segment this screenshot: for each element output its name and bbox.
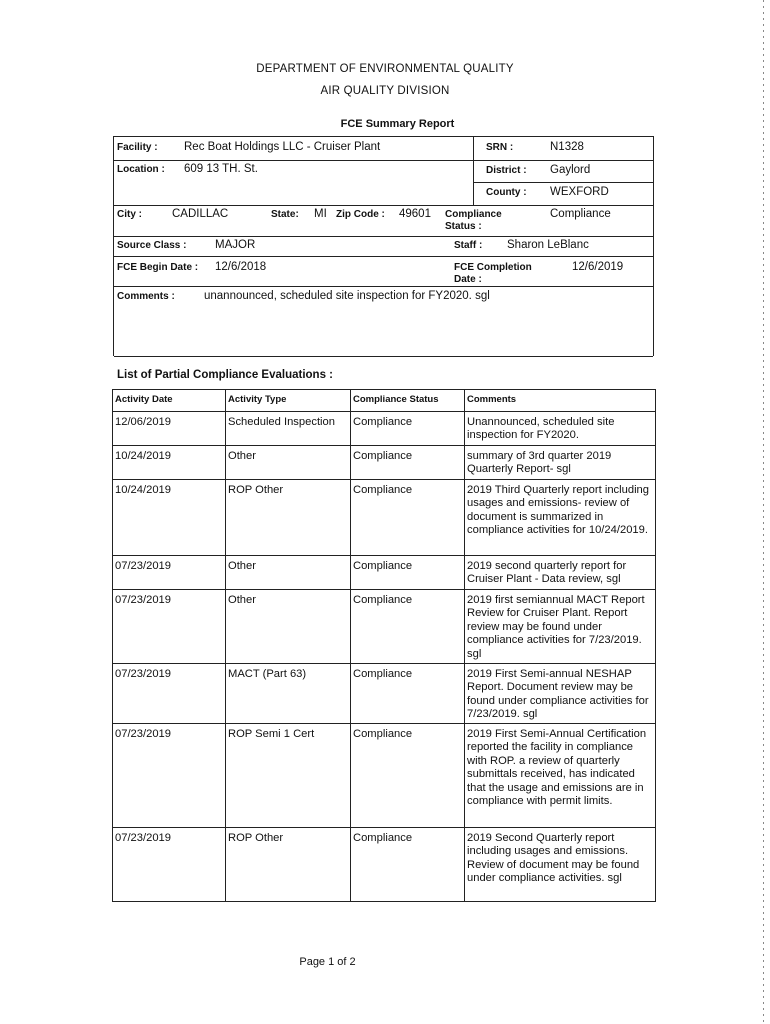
comments-cell: 2019 First Semi-Annual Certification reported the facility in compliance with ROP. a review of quarterly submittals received, has indicated that the usage and emissions are in compliance with permit limits.: [465, 724, 656, 828]
report-title: FCE Summary Report: [340, 118, 455, 130]
compliance-status-label-2: Status :: [445, 221, 482, 232]
activity-date-cell: 07/23/2019: [113, 724, 226, 828]
activity-date-cell: 07/23/2019: [113, 664, 226, 724]
activity-type-cell: ROP Semi 1 Cert: [226, 724, 351, 828]
summary-row-facility: [114, 137, 653, 161]
activity-type-cell: MACT (Part 63): [226, 664, 351, 724]
facility-value: Rec Boat Holdings LLC - Cruiser Plant: [184, 141, 381, 153]
fce-completion-label: FCE Completion: [454, 262, 532, 273]
district-value: Gaylord: [550, 164, 591, 176]
compliance-status-cell: Compliance: [351, 664, 465, 724]
compliance-status-cell: Compliance: [351, 724, 465, 828]
column-header: Compliance Status: [351, 390, 465, 412]
summary-box: [113, 136, 654, 356]
fce-completion-value: 12/6/2019: [572, 261, 624, 273]
activity-date-cell: 07/23/2019: [113, 828, 226, 902]
summary-row-fce-dates: [114, 257, 653, 287]
activity-type-cell: ROP Other: [226, 828, 351, 902]
compliance-status-value: Compliance: [550, 208, 611, 220]
comments-cell: 2019 first semiannual MACT Report Review for Cruiser Plant. Report review may be found under compliance activities for 7/23/2019. sgl: [465, 590, 656, 664]
summary-row-city: [114, 206, 653, 237]
activity-date-cell: 07/23/2019: [113, 556, 226, 590]
facility-label: Facility :: [117, 142, 158, 153]
table-row: [113, 724, 656, 828]
comments-cell: summary of 3rd quarter 2019 Quarterly Report- sgl: [465, 446, 656, 480]
table-row: [113, 828, 656, 902]
activity-type-cell: Other: [226, 446, 351, 480]
srn-value: N1328: [550, 141, 584, 153]
page-number: Page 1 of 2: [299, 956, 356, 968]
staff-label: Staff :: [454, 240, 483, 251]
compliance-status-label: Compliance: [445, 209, 502, 220]
compliance-status-cell: Compliance: [351, 828, 465, 902]
location-value: 609 13 TH. St.: [184, 163, 258, 175]
state-value: MI: [314, 208, 327, 220]
county-label: County :: [486, 187, 527, 198]
comments-label: Comments :: [117, 291, 175, 302]
compliance-status-cell: Compliance: [351, 556, 465, 590]
comments-cell: 2019 Third Quarterly report including usages and emissions- review of document is summarized in compliance activities for 10/24/2019.: [465, 480, 656, 556]
compliance-status-cell: Compliance: [351, 412, 465, 446]
city-label: City :: [117, 209, 142, 220]
department-heading: DEPARTMENT OF ENVIRONMENTAL QUALITY: [256, 63, 514, 75]
comments-cell: 2019 Second Quarterly report including usages and emissions. Review of document may be found under compliance activities. sgl: [465, 828, 656, 902]
comments-cell: Unannounced, scheduled site inspection for FY2020.: [465, 412, 656, 446]
summary-row-source-class: [114, 237, 653, 257]
activity-date-cell: 12/06/2019: [113, 412, 226, 446]
fce-begin-label: FCE Begin Date :: [117, 262, 199, 273]
table-row: [113, 556, 656, 590]
division-heading: AIR QUALITY DIVISION: [320, 85, 450, 97]
activity-date-cell: 07/23/2019: [113, 590, 226, 664]
activity-date-cell: 10/24/2019: [113, 480, 226, 556]
activity-type-cell: Other: [226, 556, 351, 590]
table-row: [113, 590, 656, 664]
compliance-status-cell: Compliance: [351, 590, 465, 664]
comments-value: unannounced, scheduled site inspection for FY2020. sgl: [204, 290, 490, 302]
zip-value: 49601: [399, 208, 431, 220]
column-header: Comments: [465, 390, 656, 412]
zip-label: Zip Code :: [336, 209, 385, 220]
source-class-label: Source Class :: [117, 240, 187, 251]
column-header: Activity Type: [226, 390, 351, 412]
state-label: State:: [271, 209, 299, 220]
district-label: District :: [486, 165, 527, 176]
activity-type-cell: Scheduled Inspection: [226, 412, 351, 446]
table-row: [113, 412, 656, 446]
summary-row-comments: [114, 287, 653, 357]
source-class-value: MAJOR: [215, 239, 256, 251]
table-row: [113, 446, 656, 480]
evaluations-table: [112, 389, 656, 902]
fce-completion-label-2: Date :: [454, 274, 482, 285]
srn-label: SRN :: [486, 142, 514, 153]
staff-value: Sharon LeBlanc: [507, 239, 589, 251]
activity-type-cell: Other: [226, 590, 351, 664]
comments-cell: 2019 First Semi-annual NESHAP Report. Document review may be found under compliance activities for 7/23/2019. sgl: [465, 664, 656, 724]
compliance-status-cell: Compliance: [351, 480, 465, 556]
activity-type-cell: ROP Other: [226, 480, 351, 556]
table-row: [113, 480, 656, 556]
summary-row-location: [114, 161, 653, 206]
table-header-row: [113, 390, 656, 412]
compliance-status-cell: Compliance: [351, 446, 465, 480]
column-header: Activity Date: [113, 390, 226, 412]
activity-date-cell: 10/24/2019: [113, 446, 226, 480]
city-value: CADILLAC: [172, 208, 229, 220]
table-row: [113, 664, 656, 724]
fce-begin-value: 12/6/2018: [215, 261, 267, 273]
scan-edge: [763, 0, 764, 1024]
comments-cell: 2019 second quarterly report for Cruiser Plant - Data review, sgl: [465, 556, 656, 590]
evaluations-title: List of Partial Compliance Evaluations :: [117, 369, 333, 381]
county-value: WEXFORD: [550, 186, 609, 198]
location-label: Location :: [117, 164, 165, 175]
